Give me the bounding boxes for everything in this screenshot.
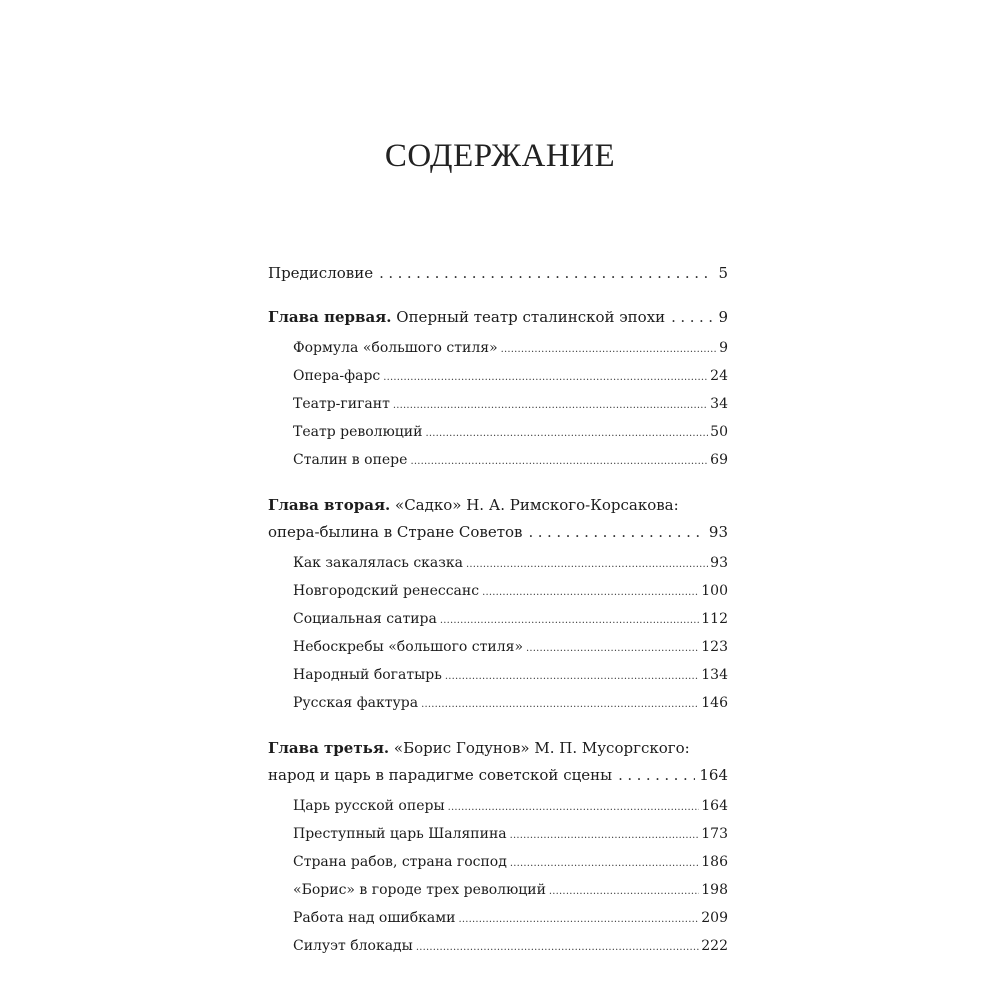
toc-page-number: 123 bbox=[701, 639, 728, 655]
dot-leader bbox=[529, 519, 705, 546]
toc-section[interactable] bbox=[293, 447, 728, 475]
toc-page-number: 5 bbox=[718, 264, 728, 282]
dot-leader bbox=[458, 907, 699, 933]
chapter-title: «Садко» Н. А. Римского-Корсакова: bbox=[395, 496, 679, 514]
toc-section[interactable] bbox=[293, 821, 728, 849]
toc-section[interactable] bbox=[293, 690, 728, 718]
chapter-title-continued: народ и царь в парадигме советской сцены bbox=[268, 766, 613, 784]
toc-entry-chapter-3-line-1[interactable] bbox=[268, 735, 728, 762]
toc-page-number: 134 bbox=[701, 667, 728, 683]
dot-leader bbox=[510, 851, 699, 877]
toc-page-number: 24 bbox=[710, 368, 728, 384]
toc-page-number: 146 bbox=[701, 695, 728, 711]
chapter-block bbox=[268, 735, 728, 789]
dot-leader bbox=[383, 365, 708, 391]
toc-page-number: 93 bbox=[710, 555, 728, 571]
chapter-number: Глава первая. bbox=[268, 308, 392, 326]
toc-page-number: 112 bbox=[701, 611, 728, 627]
toc-section[interactable] bbox=[293, 335, 728, 363]
toc-page-number: 50 bbox=[710, 424, 728, 440]
toc-section-label: Страна рабов, страна господ bbox=[293, 854, 507, 870]
toc-page-number: 9 bbox=[719, 340, 728, 356]
dot-leader bbox=[416, 935, 699, 961]
toc-page-number: 9 bbox=[718, 308, 728, 326]
toc-section[interactable] bbox=[293, 933, 728, 961]
dot-leader bbox=[440, 608, 699, 634]
toc-page-number: 198 bbox=[701, 882, 728, 898]
dot-leader bbox=[618, 762, 695, 789]
toc-section-label: Сталин в опере bbox=[293, 452, 408, 468]
toc-page-number: 222 bbox=[701, 938, 728, 954]
toc-page-number: 164 bbox=[699, 766, 728, 784]
dot-leader bbox=[421, 692, 699, 718]
chapter-title-continued: опера-былина в Стране Советов bbox=[268, 523, 523, 541]
dot-leader bbox=[501, 337, 717, 363]
toc-page-number: 69 bbox=[710, 452, 728, 468]
toc-section[interactable] bbox=[293, 662, 728, 690]
toc-page-number: 93 bbox=[708, 523, 728, 541]
chapter-block bbox=[268, 492, 728, 546]
toc-section[interactable] bbox=[293, 877, 728, 905]
toc-section[interactable] bbox=[293, 793, 728, 821]
toc-page-number: 173 bbox=[701, 826, 728, 842]
toc-section-label: Новгородский ренессанс bbox=[293, 583, 480, 599]
toc-section-label: Опера-фарс bbox=[293, 368, 381, 384]
chapter-title: «Борис Годунов» М. П. Мусоргского: bbox=[393, 739, 690, 757]
chapter-title: Оперный театр сталинской эпохи bbox=[396, 308, 666, 326]
dot-leader bbox=[393, 393, 708, 419]
toc-section[interactable] bbox=[293, 606, 728, 634]
toc-entry-chapter-1[interactable] bbox=[268, 304, 728, 331]
table-of-contents bbox=[268, 260, 728, 961]
dot-leader bbox=[549, 879, 699, 905]
toc-entry-chapter-3[interactable] bbox=[268, 762, 728, 789]
chapter-number: Глава вторая. bbox=[268, 496, 391, 514]
dot-leader bbox=[448, 795, 700, 821]
chapter-number: Глава третья. bbox=[268, 739, 390, 757]
toc-page-number: 34 bbox=[710, 396, 728, 412]
toc-section[interactable] bbox=[293, 419, 728, 447]
toc-section-label: «Борис» в городе трех революций bbox=[293, 882, 546, 898]
dot-leader bbox=[410, 449, 708, 475]
toc-section-label: Театр революций bbox=[293, 424, 423, 440]
toc-section[interactable] bbox=[293, 363, 728, 391]
toc-section-label: Социальная сатира bbox=[293, 611, 437, 627]
dot-leader bbox=[671, 304, 714, 331]
toc-page-number: 100 bbox=[701, 583, 728, 599]
toc-entry-preface[interactable] bbox=[268, 260, 728, 287]
toc-section-label: Царь русской оперы bbox=[293, 798, 445, 814]
toc-section[interactable] bbox=[293, 849, 728, 877]
toc-section-label: Народный богатырь bbox=[293, 667, 442, 683]
toc-section[interactable] bbox=[293, 578, 728, 606]
toc-section-label: Силуэт блокады bbox=[293, 938, 413, 954]
toc-section[interactable] bbox=[293, 634, 728, 662]
dot-leader bbox=[425, 421, 708, 447]
dot-leader bbox=[445, 664, 699, 690]
toc-section-label: Как закалялась сказка bbox=[293, 555, 464, 571]
dot-leader bbox=[526, 636, 699, 662]
toc-section[interactable] bbox=[293, 905, 728, 933]
dot-leader bbox=[466, 552, 708, 578]
toc-entry-label: Предисловие bbox=[268, 264, 374, 282]
toc-section-label: Русская фактура bbox=[293, 695, 419, 711]
toc-section-label: Преступный царь Шаляпина bbox=[293, 826, 507, 842]
toc-section-label: Работа над ошибками bbox=[293, 910, 456, 926]
toc-page-number: 164 bbox=[701, 798, 728, 814]
chapter-block bbox=[268, 304, 728, 331]
dot-leader bbox=[379, 260, 714, 287]
page-title: СОДЕРЖАНИЕ bbox=[384, 138, 616, 174]
toc-section-label: Формула «большого стиля» bbox=[293, 340, 498, 356]
toc-entry-chapter-2-line-1[interactable] bbox=[268, 492, 728, 519]
toc-page-number: 209 bbox=[701, 910, 728, 926]
toc-section[interactable] bbox=[293, 391, 728, 419]
toc-section[interactable] bbox=[293, 550, 728, 578]
toc-page-number: 186 bbox=[701, 854, 728, 870]
toc-section-label: Небоскребы «большого стиля» bbox=[293, 639, 524, 655]
toc-entry-chapter-2[interactable] bbox=[268, 519, 728, 546]
dot-leader bbox=[482, 580, 699, 606]
toc-section-label: Театр-гигант bbox=[293, 396, 390, 412]
dot-leader bbox=[510, 823, 700, 849]
